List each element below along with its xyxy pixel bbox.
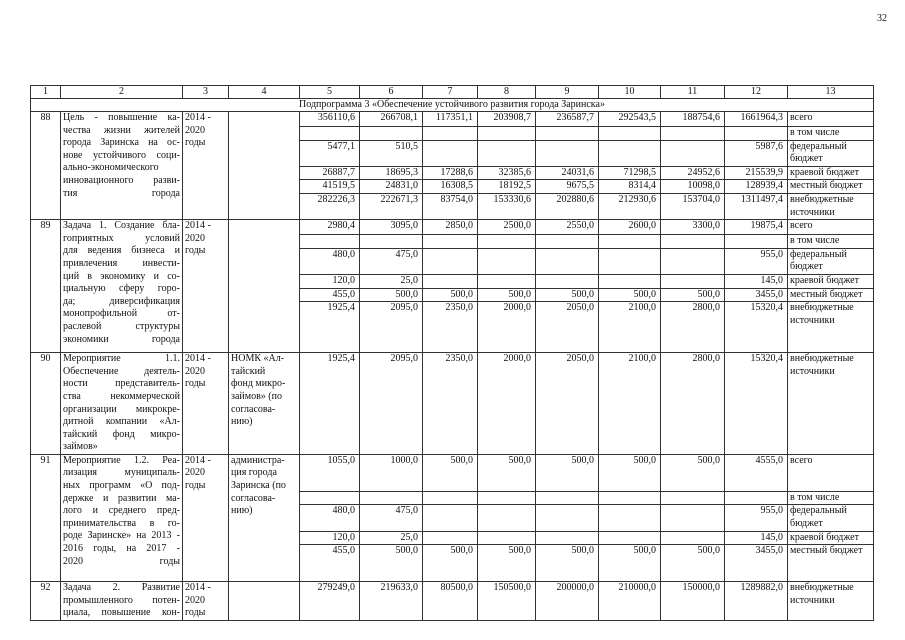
value-cell: 1311497,4 (725, 193, 788, 219)
value-cell: 41519,5 (300, 180, 360, 194)
header-cell: 7 (423, 86, 478, 99)
value-cell: 32385,6 (478, 166, 536, 180)
value-cell: 153330,6 (478, 193, 536, 219)
value-cell (599, 531, 661, 545)
value-cell: 2100,0 (599, 302, 661, 353)
subprogram-title: Подпрограмма 3 «Обеспечение устойчивого развития города Заринска» (31, 99, 874, 112)
value-cell: 24831,0 (360, 180, 423, 194)
period-text: 2014 - 2020 годы (185, 112, 211, 149)
value-cell: 17288,6 (423, 166, 478, 180)
value-cell (478, 235, 536, 249)
value-cell: 1055,0 (300, 454, 360, 491)
header-cell: 10 (599, 86, 661, 99)
period-text: 2014 - 2020 годы (185, 353, 211, 390)
value-cell: 202880,6 (536, 193, 599, 219)
value-cell: 2500,0 (478, 220, 536, 235)
value-cell: 500,0 (661, 545, 725, 582)
value-cell (661, 274, 725, 288)
value-cell: 150500,0 (478, 582, 536, 621)
value-cell: 19875,4 (725, 220, 788, 235)
funding-source: краевой бюджет (788, 166, 874, 180)
item-name-text: Мероприятие 1.1. Обеспечение деятель- ности представитель- ства некоммерческой организации микрокре- дитной компании «Ал- тайский фонд микро- займов» (63, 353, 180, 453)
value-cell: 2350,0 (423, 302, 478, 353)
value-cell: 200000,0 (536, 582, 599, 621)
period (183, 454, 229, 581)
row-number: 92 (31, 582, 61, 621)
value-cell: 222671,3 (360, 193, 423, 219)
value-cell (599, 505, 661, 531)
value-cell: 500,0 (536, 288, 599, 302)
value-cell (599, 491, 661, 505)
value-cell: 955,0 (725, 248, 788, 274)
value-cell: 2850,0 (423, 220, 478, 235)
value-cell: 2980,4 (300, 220, 360, 235)
value-cell (599, 140, 661, 166)
item-name (61, 353, 183, 455)
value-cell: 83754,0 (423, 193, 478, 219)
value-cell (478, 491, 536, 505)
page-number: 32 (877, 13, 887, 24)
value-cell (661, 248, 725, 274)
value-cell: 212930,6 (599, 193, 661, 219)
value-cell: 26887,7 (300, 166, 360, 180)
value-cell: 480,0 (300, 505, 360, 531)
value-cell (536, 140, 599, 166)
funding-source: местный бюджет (788, 545, 874, 582)
value-cell: 210000,0 (599, 582, 661, 621)
funding-source: внебюджетные источники (788, 353, 874, 455)
value-cell: 25,0 (360, 531, 423, 545)
funding-source: всего (788, 220, 874, 235)
value-cell: 475,0 (360, 505, 423, 531)
value-cell: 500,0 (478, 288, 536, 302)
value-cell (478, 140, 536, 166)
header-cell: 1 (31, 86, 61, 99)
value-cell: 4555,0 (725, 454, 788, 491)
header-cell: 11 (661, 86, 725, 99)
item-name (61, 454, 183, 581)
value-cell: 356110,6 (300, 112, 360, 127)
row-number: 90 (31, 353, 61, 455)
value-cell (423, 531, 478, 545)
period (183, 582, 229, 621)
value-cell (725, 491, 788, 505)
value-cell: 80500,0 (423, 582, 478, 621)
period (183, 353, 229, 455)
value-cell: 188754,6 (661, 112, 725, 127)
value-cell: 480,0 (300, 248, 360, 274)
value-cell (360, 491, 423, 505)
executor (229, 353, 300, 455)
value-cell: 24952,6 (661, 166, 725, 180)
header-cell: 2 (61, 86, 183, 99)
value-cell: 10098,0 (661, 180, 725, 194)
value-cell (661, 505, 725, 531)
value-cell (599, 248, 661, 274)
value-cell: 3300,0 (661, 220, 725, 235)
value-cell: 145,0 (725, 531, 788, 545)
funding-source: в том числе (788, 127, 874, 141)
value-cell: 2100,0 (599, 353, 661, 455)
value-cell: 500,0 (478, 545, 536, 582)
value-cell: 9675,5 (536, 180, 599, 194)
value-cell: 145,0 (725, 274, 788, 288)
row-number: 89 (31, 220, 61, 353)
value-cell (423, 505, 478, 531)
value-cell: 71298,5 (599, 166, 661, 180)
value-cell: 25,0 (360, 274, 423, 288)
value-cell (661, 127, 725, 141)
value-cell (725, 235, 788, 249)
value-cell: 219633,0 (360, 582, 423, 621)
value-cell (536, 531, 599, 545)
executor-text: администра- ция города Заринска (по согласова- нию) (231, 454, 286, 517)
value-cell: 510,5 (360, 140, 423, 166)
value-cell (599, 235, 661, 249)
value-cell: 2800,0 (661, 302, 725, 353)
funding-source: в том числе (788, 235, 874, 249)
value-cell (423, 140, 478, 166)
value-cell: 2550,0 (536, 220, 599, 235)
value-cell: 3095,0 (360, 220, 423, 235)
value-cell: 282226,3 (300, 193, 360, 219)
value-cell: 500,0 (478, 454, 536, 491)
value-cell (536, 127, 599, 141)
value-cell (478, 531, 536, 545)
header-row (31, 86, 874, 99)
value-cell (661, 491, 725, 505)
value-cell (423, 235, 478, 249)
value-cell: 236587,7 (536, 112, 599, 127)
value-cell: 1925,4 (300, 302, 360, 353)
row-number: 88 (31, 112, 61, 220)
value-cell: 5477,1 (300, 140, 360, 166)
value-cell: 500,0 (423, 288, 478, 302)
value-cell: 8314,4 (599, 180, 661, 194)
value-cell: 2050,0 (536, 302, 599, 353)
executor (229, 454, 300, 581)
funding-source: федеральный бюджет (788, 140, 874, 166)
value-cell (360, 235, 423, 249)
value-cell: 18192,5 (478, 180, 536, 194)
value-cell (478, 505, 536, 531)
value-cell: 2095,0 (360, 353, 423, 455)
period (183, 220, 229, 353)
period-text: 2014 - 2020 годы (185, 454, 211, 492)
value-cell: 2000,0 (478, 353, 536, 455)
value-cell: 500,0 (599, 545, 661, 582)
value-cell (423, 274, 478, 288)
executor (229, 582, 300, 621)
value-cell: 153704,0 (661, 193, 725, 219)
value-cell (599, 127, 661, 141)
value-cell: 15320,4 (725, 302, 788, 353)
value-cell: 2350,0 (423, 353, 478, 455)
value-cell: 3455,0 (725, 288, 788, 302)
value-cell: 117351,1 (423, 112, 478, 127)
item-name (61, 582, 183, 621)
value-cell (423, 248, 478, 274)
value-cell: 500,0 (599, 454, 661, 491)
header-cell: 5 (300, 86, 360, 99)
value-cell: 24031,6 (536, 166, 599, 180)
value-cell: 203908,7 (478, 112, 536, 127)
funding-source: местный бюджет (788, 288, 874, 302)
value-cell: 500,0 (423, 454, 478, 491)
funding-source: внебюджетные источники (788, 193, 874, 219)
value-cell (661, 235, 725, 249)
header-cell: 6 (360, 86, 423, 99)
value-cell (536, 235, 599, 249)
value-cell (536, 248, 599, 274)
table-row (31, 454, 874, 491)
header-cell: 4 (229, 86, 300, 99)
value-cell (300, 491, 360, 505)
value-cell: 500,0 (536, 545, 599, 582)
value-cell: 500,0 (599, 288, 661, 302)
funding-source: местный бюджет (788, 180, 874, 194)
value-cell: 500,0 (661, 288, 725, 302)
value-cell: 500,0 (661, 454, 725, 491)
value-cell: 500,0 (423, 545, 478, 582)
value-cell (725, 127, 788, 141)
value-cell: 16308,5 (423, 180, 478, 194)
value-cell: 128939,4 (725, 180, 788, 194)
subprogram-row (31, 99, 874, 112)
row-number: 91 (31, 454, 61, 581)
value-cell: 2600,0 (599, 220, 661, 235)
item-name-text: Цель - повышение ка- чества жизни жителей города Заринска на ос- нове устойчивого соци- ально-экономического инновационного разви- тия города (63, 112, 180, 199)
value-cell: 455,0 (300, 545, 360, 582)
value-cell (423, 127, 478, 141)
value-cell: 120,0 (300, 531, 360, 545)
item-name (61, 112, 183, 220)
period-text: 2014 - 2020 годы (185, 220, 211, 257)
item-name (61, 220, 183, 353)
item-name-text: Задача 1. Создание бла- гоприятных условий для ведения бизнеса и привлечения инвести- ций в экономику и со- циальную сферу горо- да; диверсификация монопрофильной от- раслевой структуры экономики города (63, 220, 180, 345)
value-cell (478, 127, 536, 141)
funding-source: федеральный бюджет (788, 505, 874, 531)
value-cell: 292543,5 (599, 112, 661, 127)
value-cell: 15320,4 (725, 353, 788, 455)
value-cell (599, 274, 661, 288)
value-cell (536, 491, 599, 505)
value-cell (300, 127, 360, 141)
header-cell: 9 (536, 86, 599, 99)
funding-source: в том числе (788, 491, 874, 505)
value-cell: 1661964,3 (725, 112, 788, 127)
item-name-text: Мероприятие 1.2. Реа- лизация муниципаль- ных программ «О под- держке и развитии ма- лого и среднего пред- принимательства в го- роде Заринске» на 2013 - 2016 годы, на 2017 - 2020 годы (63, 454, 180, 567)
value-cell: 120,0 (300, 274, 360, 288)
funding-source: краевой бюджет (788, 274, 874, 288)
period (183, 112, 229, 220)
value-cell: 500,0 (536, 454, 599, 491)
value-cell (478, 274, 536, 288)
value-cell (661, 531, 725, 545)
value-cell (478, 248, 536, 274)
period-text: 2014 - 2020 годы (185, 582, 211, 619)
budget-table (30, 85, 874, 621)
funding-source: внебюджетные источники (788, 582, 874, 621)
value-cell (536, 274, 599, 288)
value-cell (423, 491, 478, 505)
header-cell: 13 (788, 86, 874, 99)
value-cell: 5987,6 (725, 140, 788, 166)
table-row (31, 353, 874, 455)
value-cell: 500,0 (360, 545, 423, 582)
value-cell: 215539,9 (725, 166, 788, 180)
value-cell: 2050,0 (536, 353, 599, 455)
value-cell (536, 505, 599, 531)
value-cell: 455,0 (300, 288, 360, 302)
funding-source: всего (788, 112, 874, 127)
funding-source: краевой бюджет (788, 531, 874, 545)
executor (229, 220, 300, 353)
table-row (31, 220, 874, 235)
value-cell: 1289882,0 (725, 582, 788, 621)
value-cell: 279249,0 (300, 582, 360, 621)
value-cell: 475,0 (360, 248, 423, 274)
value-cell: 18695,3 (360, 166, 423, 180)
table-row (31, 582, 874, 621)
header-cell: 12 (725, 86, 788, 99)
value-cell: 2000,0 (478, 302, 536, 353)
value-cell: 955,0 (725, 505, 788, 531)
value-cell: 2095,0 (360, 302, 423, 353)
value-cell: 266708,1 (360, 112, 423, 127)
value-cell: 150000,0 (661, 582, 725, 621)
value-cell (661, 140, 725, 166)
header-cell: 3 (183, 86, 229, 99)
funding-source: федеральный бюджет (788, 248, 874, 274)
item-name-text: Задача 2. Развитие промышленного потен- циала, повышение кон- (63, 582, 180, 619)
funding-source: внебюджетные источники (788, 302, 874, 353)
table-row (31, 112, 874, 127)
executor (229, 112, 300, 220)
header-cell: 8 (478, 86, 536, 99)
value-cell: 1925,4 (300, 353, 360, 455)
value-cell: 2800,0 (661, 353, 725, 455)
value-cell (360, 127, 423, 141)
value-cell: 3455,0 (725, 545, 788, 582)
value-cell: 1000,0 (360, 454, 423, 491)
funding-source: всего (788, 454, 874, 491)
value-cell (300, 235, 360, 249)
value-cell: 500,0 (360, 288, 423, 302)
executor-text: НОМК «Ал- тайский фонд микро- займов» (по согласова- нию) (231, 353, 286, 428)
